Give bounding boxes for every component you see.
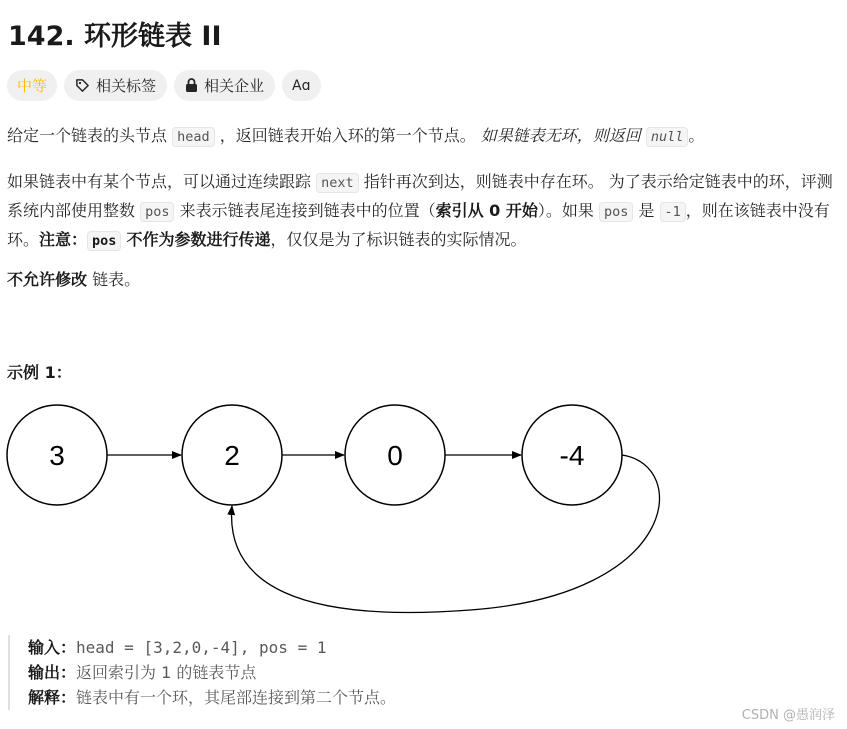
node-label: -4 [559,440,585,471]
translate-icon: Aɑ [292,77,311,94]
text: 指针再次到达，则链表中存在环。 为了表示给定链表中的环，评测系统内部使用整数 [7,172,833,220]
related-tags-label: 相关标签 [96,77,157,95]
italic-text: 如果链表无环，则返回 [480,126,646,145]
text: 给定一个链表的头节点 [7,126,173,145]
explain-label: 解释： [28,688,77,707]
watermark: CSDN @愚润泽 [741,708,835,723]
bold-text: 注意： [39,230,88,249]
code-pos: pos [87,231,121,251]
example-explain-row [28,685,396,710]
input-label: 输入： [28,638,77,657]
code-head: head [172,127,215,147]
text: ，返回链表开始入环的第一个节点。 [214,126,481,145]
tag-icon [75,78,90,93]
tag-bar [7,70,321,101]
example-io-block [8,635,396,710]
example-output-row [28,660,396,685]
lock-icon [185,78,198,93]
bold-text: 索引从 0 开始 [435,201,538,220]
related-companies-label: 相关企业 [204,77,265,95]
node-label: 3 [49,440,65,471]
node-label: 2 [224,440,240,471]
translate-button[interactable] [282,70,320,101]
text: 来表示链表尾连接到链表中的位置（ [174,201,436,220]
code-null: null [646,127,689,147]
code-pos: pos [599,202,633,222]
related-companies-button[interactable] [174,70,275,101]
text: 。 [688,126,705,145]
node-3 [522,405,622,505]
text: ，则在该链表中没有环。 [7,201,830,249]
related-tags-button[interactable] [64,70,167,101]
example-input-row [28,635,396,660]
node-1 [182,405,282,505]
bold-text: 不允许修改 [7,270,88,289]
description-paragraph-3 [7,266,837,293]
input-value: head = [3,2,0,-4], pos = 1 [76,638,327,657]
text: 如果链表中有某个节点，可以通过连续跟踪 [7,172,317,191]
difficulty-badge[interactable]: 中等 [7,70,57,101]
output-label: 输出： [28,663,77,682]
problem-title: 142. 环形链表 II [8,21,222,52]
node-0 [7,405,107,505]
example-title: 示例 1： [7,363,72,382]
code-minus-one: -1 [660,202,686,222]
code-next: next [316,173,359,193]
node-2 [345,405,445,505]
output-value: 返回索引为 1 的链表节点 [76,663,257,682]
text: 是 [633,201,660,220]
description-paragraph-2 [7,168,837,255]
code-pos: pos [140,202,174,222]
text: ，仅仅是为了标识链表的实际情况。 [270,230,527,249]
linked-list-diagram [0,395,847,625]
node-label: 0 [387,440,403,471]
bold-text: 不作为参数进行传递 [126,230,271,249]
description-paragraph-1 [7,122,837,151]
text: ）。如果 [537,201,599,220]
text: 链表。 [87,270,141,289]
explain-value: 链表中有一个环，其尾部连接到第二个节点。 [76,688,397,707]
